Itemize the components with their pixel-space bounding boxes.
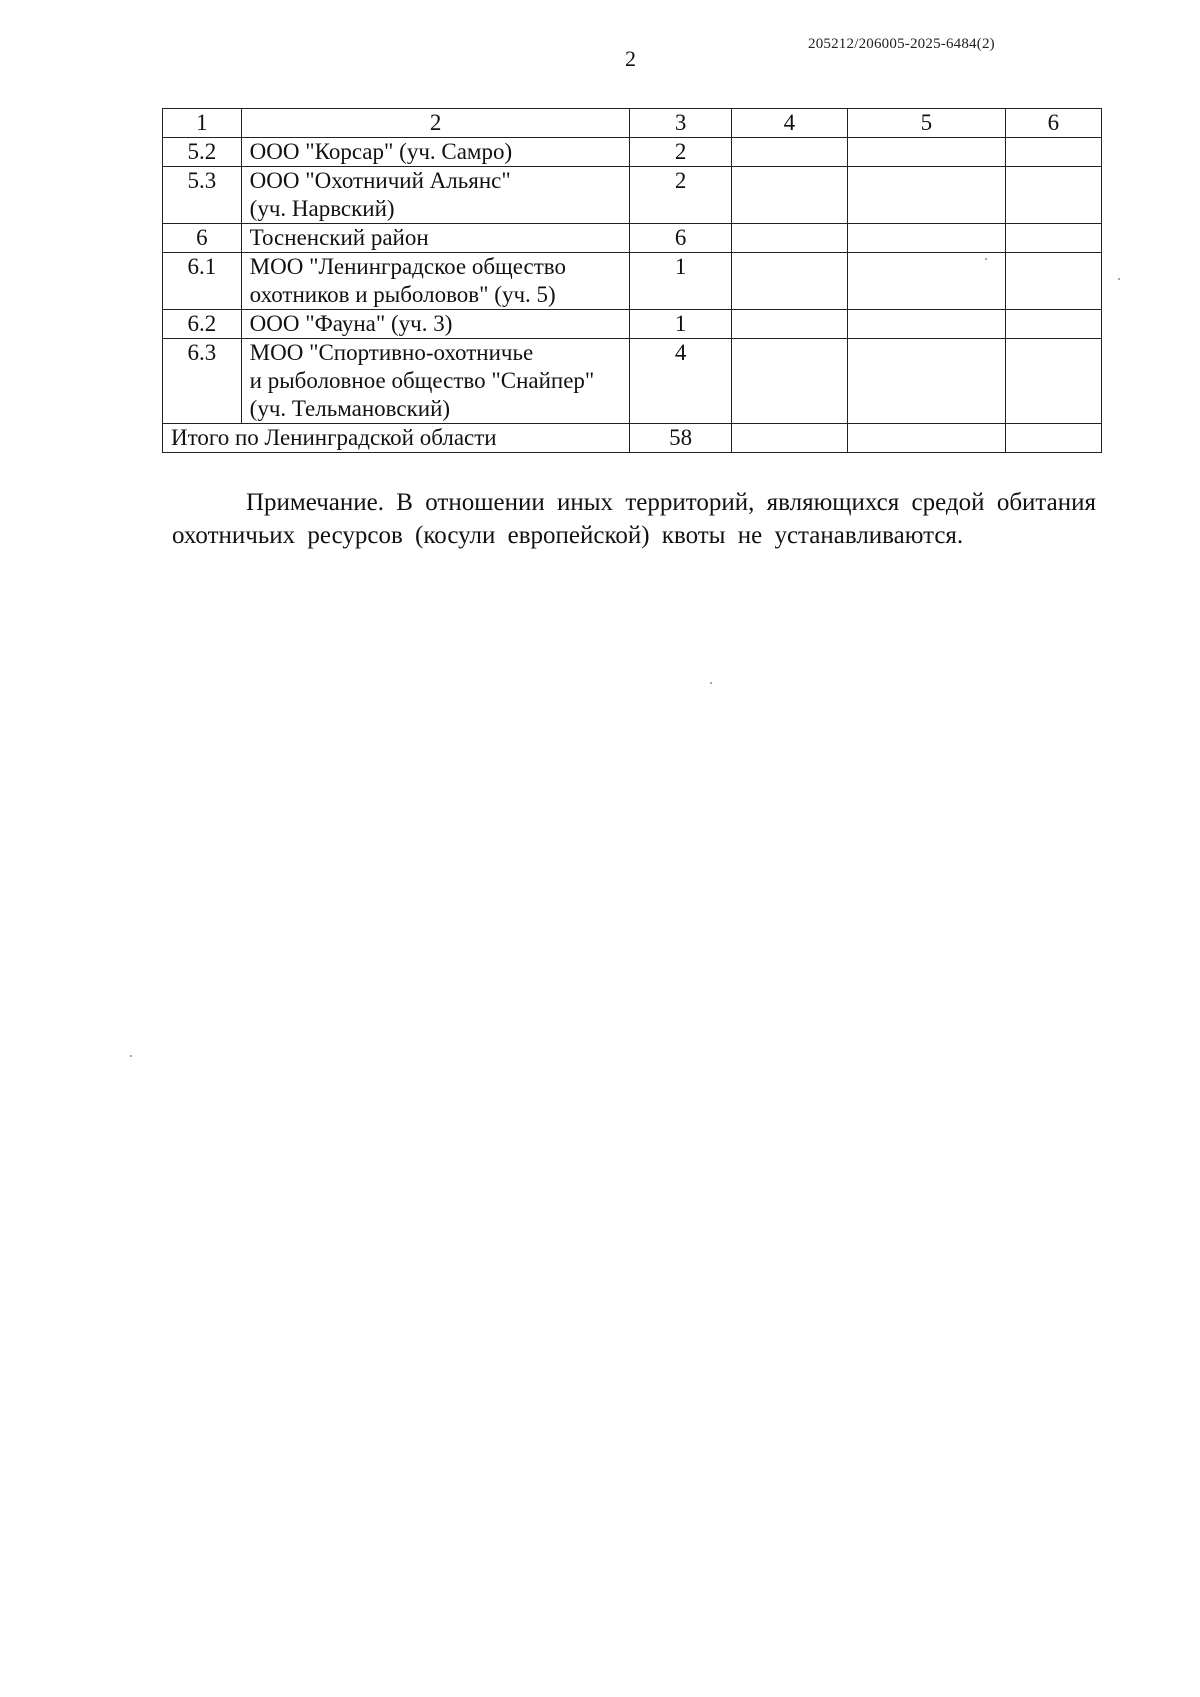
table-row <box>163 138 1102 167</box>
row-column-5 <box>847 224 1005 253</box>
column-header-6: 6 <box>1005 109 1101 138</box>
quota-table <box>162 108 1102 453</box>
page-number: 2 <box>625 46 636 71</box>
row-organization <box>241 253 630 310</box>
total-label: Итого по Ленинградской области <box>163 424 630 453</box>
table-row <box>163 224 1102 253</box>
row-column-6 <box>1005 138 1101 167</box>
row-quota: 1 <box>630 253 731 310</box>
row-column-4 <box>731 253 847 310</box>
row-column-4 <box>731 138 847 167</box>
scan-speck <box>1118 278 1120 280</box>
row-column-4 <box>731 224 847 253</box>
row-organization <box>241 167 630 224</box>
total-column-4 <box>731 424 847 453</box>
row-number: 6 <box>163 224 242 253</box>
row-quota: 4 <box>630 339 731 424</box>
row-column-6 <box>1005 253 1101 310</box>
row-organization <box>241 339 630 424</box>
scan-speck <box>130 1055 132 1057</box>
row-column-5 <box>847 339 1005 424</box>
table-header-row <box>163 109 1102 138</box>
organization-line: МОО "Ленинградское общество <box>249 254 566 279</box>
table-row <box>163 253 1102 310</box>
total-column-5 <box>847 424 1005 453</box>
row-organization <box>241 138 630 167</box>
column-header-3: 3 <box>630 109 731 138</box>
row-quota: 1 <box>630 310 731 339</box>
row-organization <box>241 310 630 339</box>
organization-line: ООО "Корсар" (уч. Самро) <box>249 139 513 164</box>
organization-line: (уч. Нарвский) <box>249 196 395 221</box>
organization-line: (уч. Тельмановский) <box>249 396 451 421</box>
row-column-4 <box>731 167 847 224</box>
row-column-4 <box>731 339 847 424</box>
row-column-5 <box>847 310 1005 339</box>
row-column-6 <box>1005 310 1101 339</box>
organization-line: Тосненский район <box>249 225 429 250</box>
row-quota: 2 <box>630 167 731 224</box>
row-number: 6.2 <box>163 310 242 339</box>
row-organization <box>241 224 630 253</box>
scan-speck <box>710 682 712 684</box>
document-id: 205212/206005-2025-6484(2) <box>808 36 995 52</box>
column-header-5: 5 <box>847 109 1005 138</box>
table-row <box>163 339 1102 424</box>
row-quota: 6 <box>630 224 731 253</box>
column-header-1: 1 <box>163 109 242 138</box>
column-header-2: 2 <box>241 109 630 138</box>
row-number: 6.1 <box>163 253 242 310</box>
total-quota: 58 <box>630 424 731 453</box>
row-column-6 <box>1005 224 1101 253</box>
total-row <box>163 424 1102 453</box>
row-number: 5.3 <box>163 167 242 224</box>
column-header-4: 4 <box>731 109 847 138</box>
row-number: 6.3 <box>163 339 242 424</box>
row-column-5 <box>847 138 1005 167</box>
row-column-5 <box>847 167 1005 224</box>
organization-line: ООО "Охотничий Альянс" <box>249 168 511 193</box>
row-quota: 2 <box>630 138 731 167</box>
organization-line: охотников и рыболовов" (уч. 5) <box>249 282 556 307</box>
table-row <box>163 167 1102 224</box>
organization-line: ООО "Фауна" (уч. 3) <box>249 311 453 336</box>
row-column-5 <box>847 253 1005 310</box>
organization-line: и рыболовное общество "Снайпер" <box>249 368 595 393</box>
scan-speck <box>985 258 987 260</box>
row-number: 5.2 <box>163 138 242 167</box>
row-column-6 <box>1005 339 1101 424</box>
table-row <box>163 310 1102 339</box>
total-column-6 <box>1005 424 1101 453</box>
note-paragraph: Примечание. В отношении иных территорий, являющихся средой обитания охотничьих ресурсов (косули европейской) квоты не устанавливаются. <box>172 489 1096 549</box>
organization-line: МОО "Спортивно-охотничье <box>249 340 534 365</box>
row-column-6 <box>1005 167 1101 224</box>
row-column-4 <box>731 310 847 339</box>
